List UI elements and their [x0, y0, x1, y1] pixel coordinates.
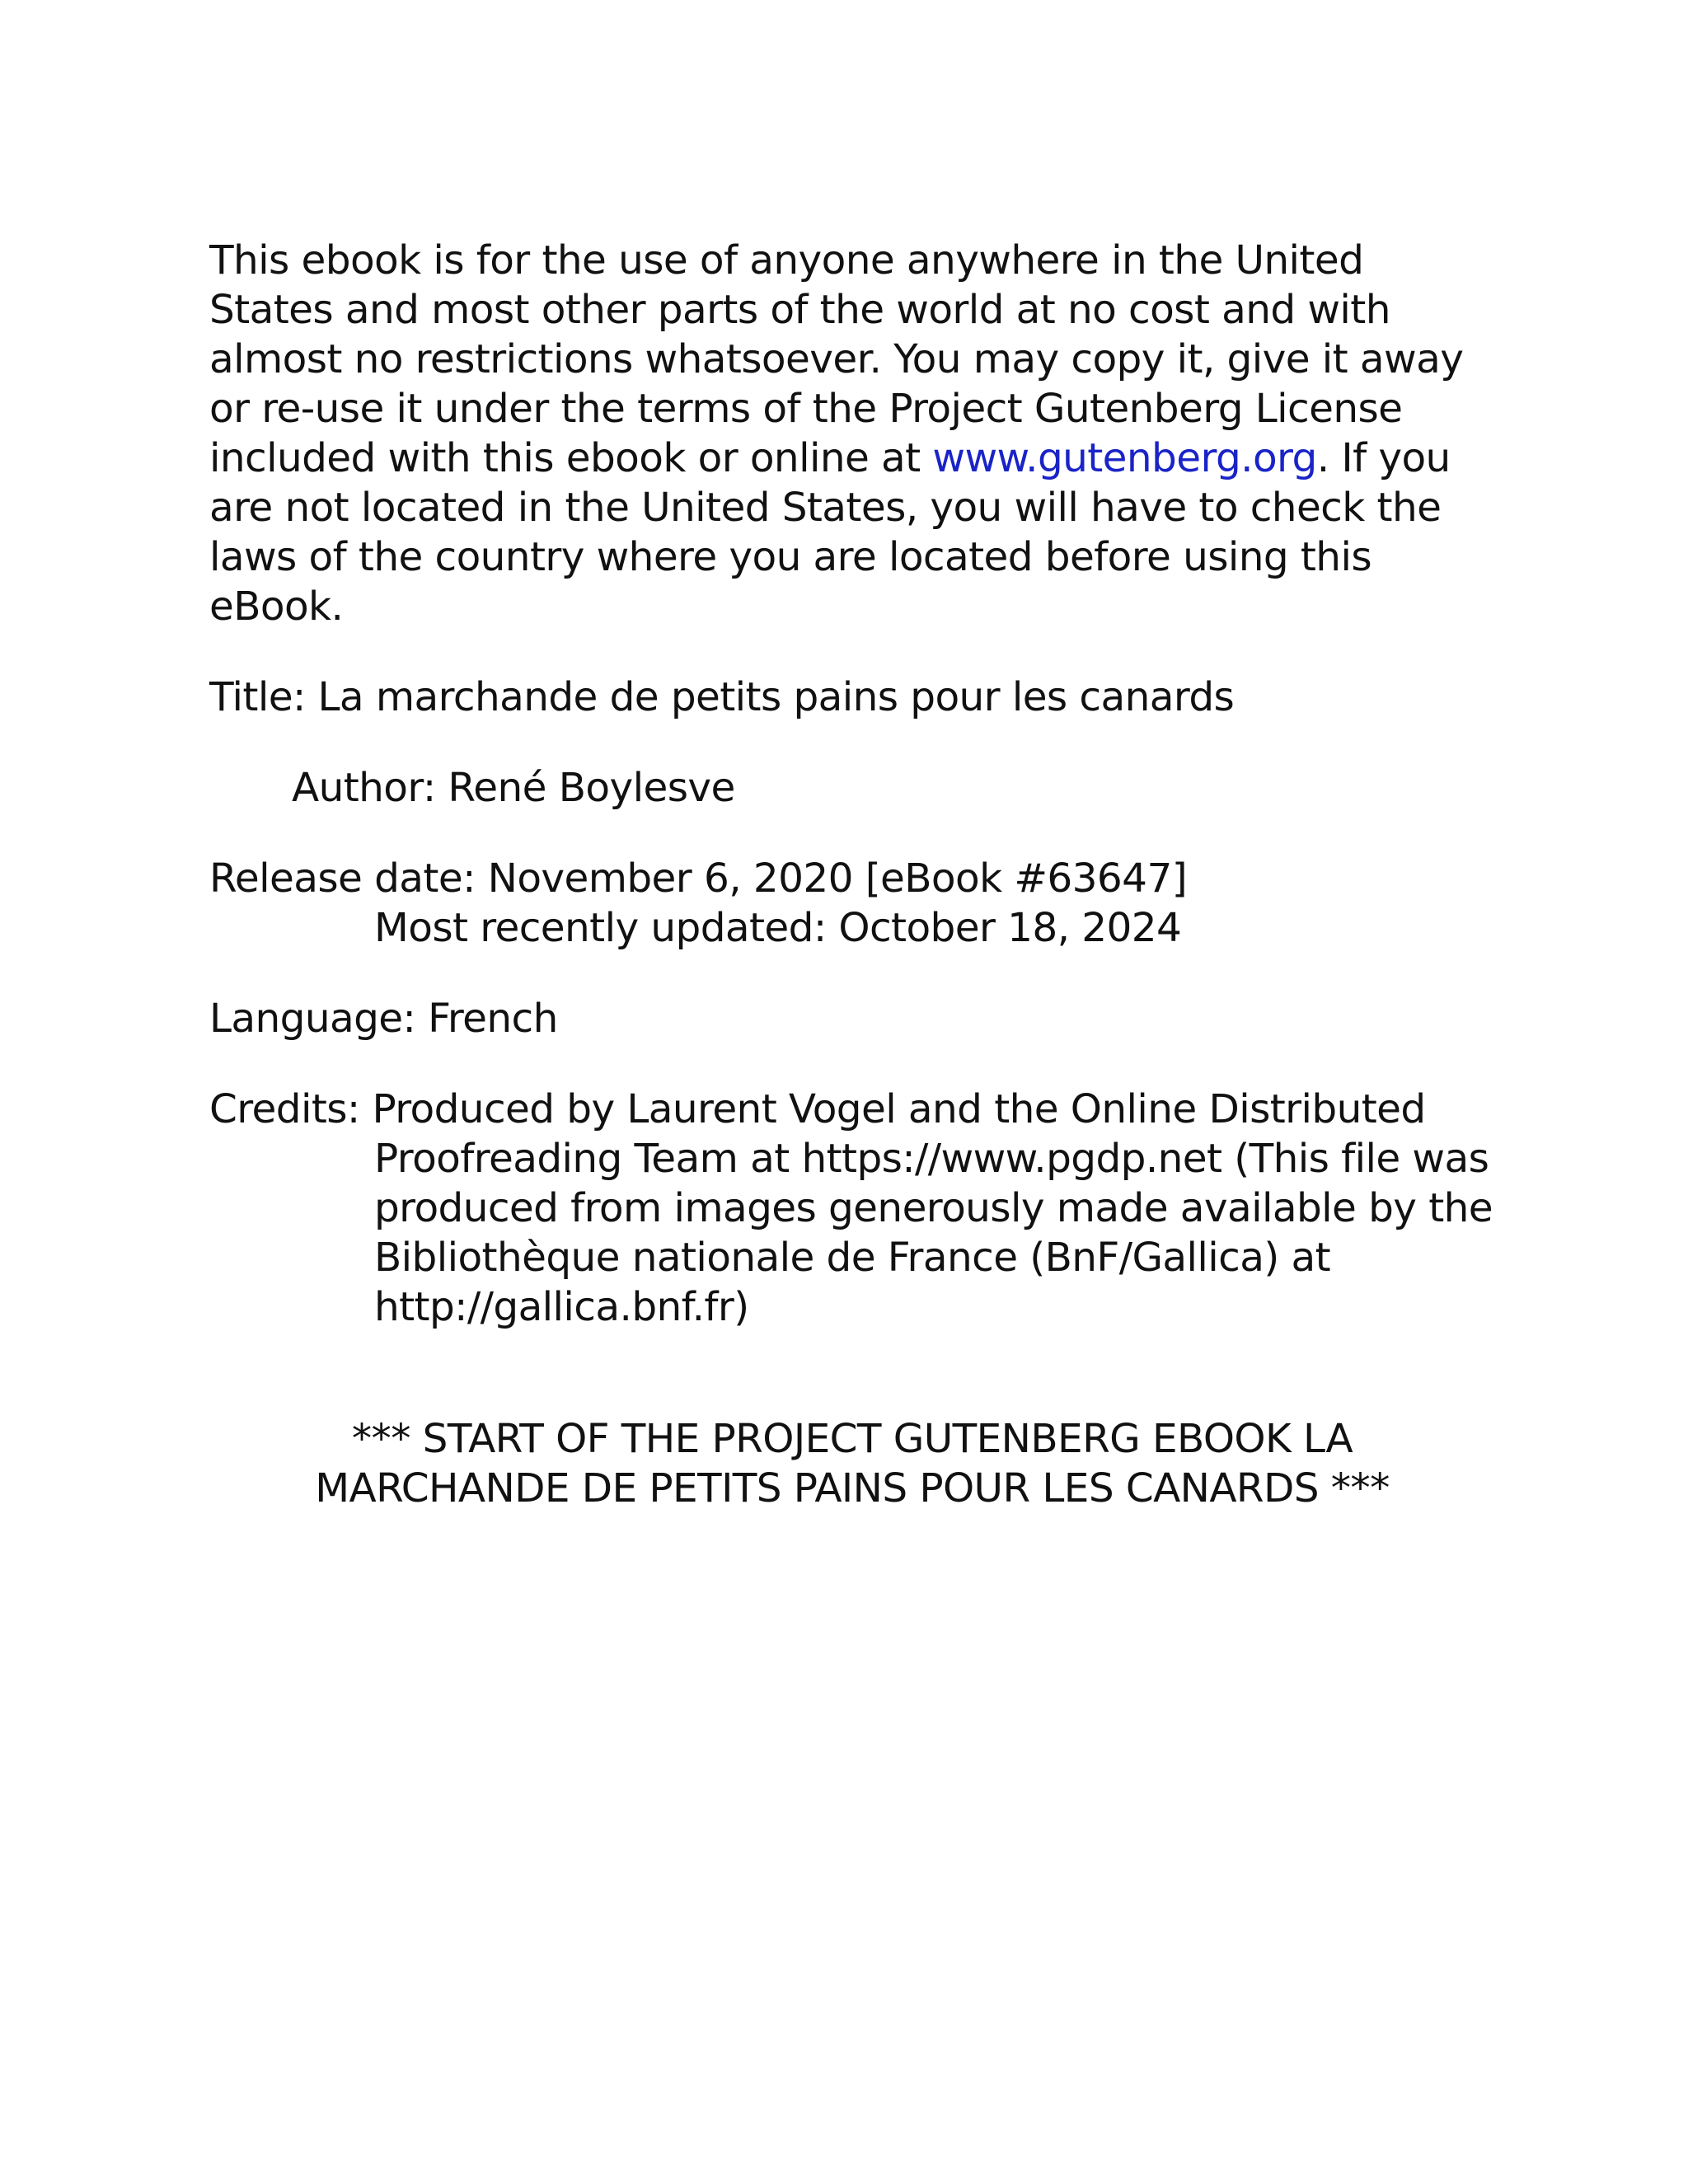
language-line: Language: French [209, 996, 558, 1042]
start-of-ebook-banner: *** START OF THE PROJECT GUTENBERG EBOOK LA MARCHANDE DE PETITS PAINS POUR LES CANARDS *** [315, 1416, 1390, 1511]
release-info [209, 854, 1495, 953]
credits-line: Credits: Produced by Laurent Vogel and the Online Distributed Proofreading Team at https://www.pgdp.net (This file was produced from images generously made available by the Bibliothèque nationale de France (BnF/Gallica) at http://gallica.bnf.fr) [209, 1086, 1493, 1330]
license-text-after-link: . If you are not located in the United States, you will have to check the laws of the country where you are located before using this eBook. [209, 435, 1451, 630]
license-text-before-link: This ebook is for the use of anyone anywhere in the United States and most other parts of the world at no cost and with almost no restrictions whatsoever. You may copy it, give it away or re-use it under the terms of the Project Gutenberg License included with this ebook or online at [209, 237, 1464, 481]
gutenberg-link[interactable]: www.gutenberg.org [932, 435, 1317, 481]
ebook-front-matter [209, 236, 1495, 1513]
updated-date-line: Most recently updated: October 18, 2024 [374, 905, 1182, 951]
license-paragraph [209, 236, 1495, 631]
title-line: Title: La marchande de petits pains pour les canards [209, 674, 1235, 720]
author-line: Author: René Boylesve [292, 765, 735, 811]
release-date-line: Release date: November 6, 2020 [eBook #63647] [209, 855, 1188, 902]
